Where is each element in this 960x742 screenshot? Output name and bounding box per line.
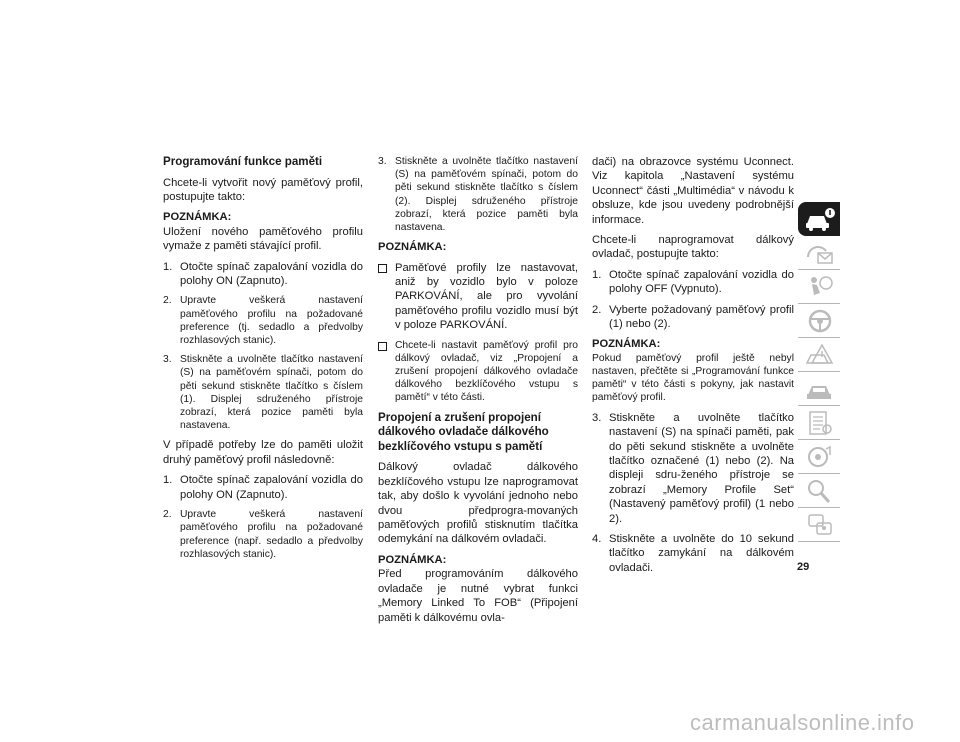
chapter-tabs (798, 202, 840, 542)
list-item: 2. Upravte veškerá nastavení paměťového profilu na požadované preference (tj. sedadlo a předvolby rozhlasových stanic). (163, 295, 363, 347)
steps-list (378, 155, 578, 234)
language-icon (804, 511, 836, 539)
intro-text: Chcete-li vytvořit nový paměťový profil, postupujte takto: (163, 176, 363, 203)
watermark-text: carmanualsonline.info (690, 710, 915, 735)
page-number: 29 (797, 561, 810, 573)
column-2 (378, 155, 578, 631)
note-text: Před programováním dálkového ovladače je nutné vybrat funkci „Memory Linked To FOB“ (Připojení paměti k dálkovému ovla- (378, 568, 578, 624)
dashboard-message-icon (804, 239, 836, 267)
list-item: 4. Stiskněte a uvolněte do 10 sekund tlačítko zamykání na dálkovém ovladači. (592, 532, 794, 574)
steering-wheel-icon (804, 307, 836, 335)
list-item: 1. Otočte spínač zapalování vozidla do polohy ON (Zapnuto). (163, 260, 363, 288)
list-item: Chcete-li nastavit paměťový profil pro dálkový ovladač, viz „Propojení a zrušení propojení dálkového ovladače dálkového bezklíčového vstupu s pamětí“ v této části. (378, 339, 578, 405)
warning-car-icon (804, 341, 836, 369)
multimedia-disc-icon (804, 443, 836, 471)
tab-starting-operating[interactable] (798, 304, 840, 338)
list-item: 3. Stiskněte a uvolněte tlačítko nastavení (S) na paměťovém spínači, potom do pěti sekund stiskněte tlačítko s číslem (2). Displej sdruženého přístroje zobrazí, která pozice paměti byla nastavena. (378, 156, 578, 234)
tab-index[interactable] (798, 474, 840, 508)
list-item: 3. Stiskněte a uvolněte tlačítko nastavení (S) na paměťovém spínači, potom do pěti sekund stiskněte tlačítko s číslem (1). Displej sdruženého přístroje zobrazí, která pozice paměti byla nastavena. (163, 354, 363, 432)
note-label: POZNÁMKA: (163, 211, 232, 224)
note-label: POZNÁMKA: (592, 338, 661, 351)
tab-safety[interactable] (798, 270, 840, 304)
steps-list (592, 268, 794, 332)
tab-languages[interactable] (798, 508, 840, 542)
checkbox-bullet-icon (378, 264, 387, 273)
column-1 (163, 155, 363, 567)
note-label: POZNÁMKA: (378, 553, 447, 566)
bullet-list (378, 261, 578, 405)
list-item: 2. Upravte veškerá nastavení paměťového profilu na požadované preference (např. sedadlo a předvolby rozhlasových stanic). (163, 509, 363, 560)
paragraph: Dálkový ovladač dálkového bezklíčového vstupu lze naprogramovat tak, aby došlo k vyvolání jednoho nebo dvou předprogra-movaných paměťových profilů stisknutím tlačítka odemykání na dálkovém ovladači. (378, 461, 578, 546)
search-index-icon (804, 477, 836, 505)
checkbox-bullet-icon (378, 342, 387, 351)
airbag-safety-icon (804, 273, 836, 301)
steps-list (163, 260, 363, 433)
car-info-icon (804, 205, 836, 233)
tab-specifications[interactable] (798, 406, 840, 440)
tab-multimedia[interactable] (798, 440, 840, 474)
specifications-list-icon (804, 409, 836, 437)
section-title: Programování funkce paměti (163, 155, 323, 168)
steps-list-2 (163, 473, 363, 561)
second-profile-text: V případě potřeby lze do paměti uložit druhý paměťový profil následovně: (163, 439, 363, 466)
note-label: POZNÁMKA: (378, 241, 447, 254)
note-text: Pokud paměťový profil ještě nebyl nastaven, přečtěte si „Programování funkce paměti“ v této části s pokyny, jak nastavit paměťový profil. (592, 352, 794, 404)
tab-emergency[interactable] (798, 338, 840, 372)
list-item: 3. Stiskněte a uvolněte tlačítko nastavení (S) na spínači paměti, pak do pěti sekund stiskněte a uvolněte tlačítko označené (1) nebo (2). Na displeji sdru-ženého přístroje se zobrazí „Memory Profile Set“ (Nastavený paměťový profil) (1 nebo 2). (592, 411, 794, 525)
note-text: Uložení nového paměťového profilu vymaže z paměti stávající profil. (163, 225, 363, 253)
tab-dashboard[interactable] (798, 236, 840, 270)
steps-list-2 (592, 411, 794, 575)
continued-text: dači) na obrazovce systému Uconnect. Viz kapitola „Nastavení systému Uconnect“ části „Multimédia“ v návodu k obsluze, kde jsou uvedeny podrobnější informace. (592, 156, 794, 226)
list-item: 2. Vyberte požadovaný paměťový profil (1) nebo (2). (592, 303, 794, 331)
section-title: Propojení a zrušení propojení dálkového ovladače dálkového bezklíčového vstupu s pamětí (378, 410, 549, 453)
intro-text: Chcete-li naprogramovat dálkový ovladač, postupujte takto: (592, 234, 794, 261)
tab-getting-to-know-vehicle[interactable] (798, 202, 840, 236)
list-item: 1. Otočte spínač zapalování vozidla do polohy ON (Zapnuto). (163, 474, 363, 501)
list-item: 1. Otočte spínač zapalování vozidla do polohy OFF (Vypnuto). (592, 268, 794, 296)
service-car-icon (804, 375, 836, 403)
column-3 (592, 155, 794, 581)
tab-servicing[interactable] (798, 372, 840, 406)
list-item: Paměťové profily lze nastavovat, aniž by vozidlo bylo v poloze PARKOVÁNÍ, ale pro vyvolání paměťového profilu vozidlo musí být v poloze PARKOVÁNÍ. (378, 261, 578, 333)
